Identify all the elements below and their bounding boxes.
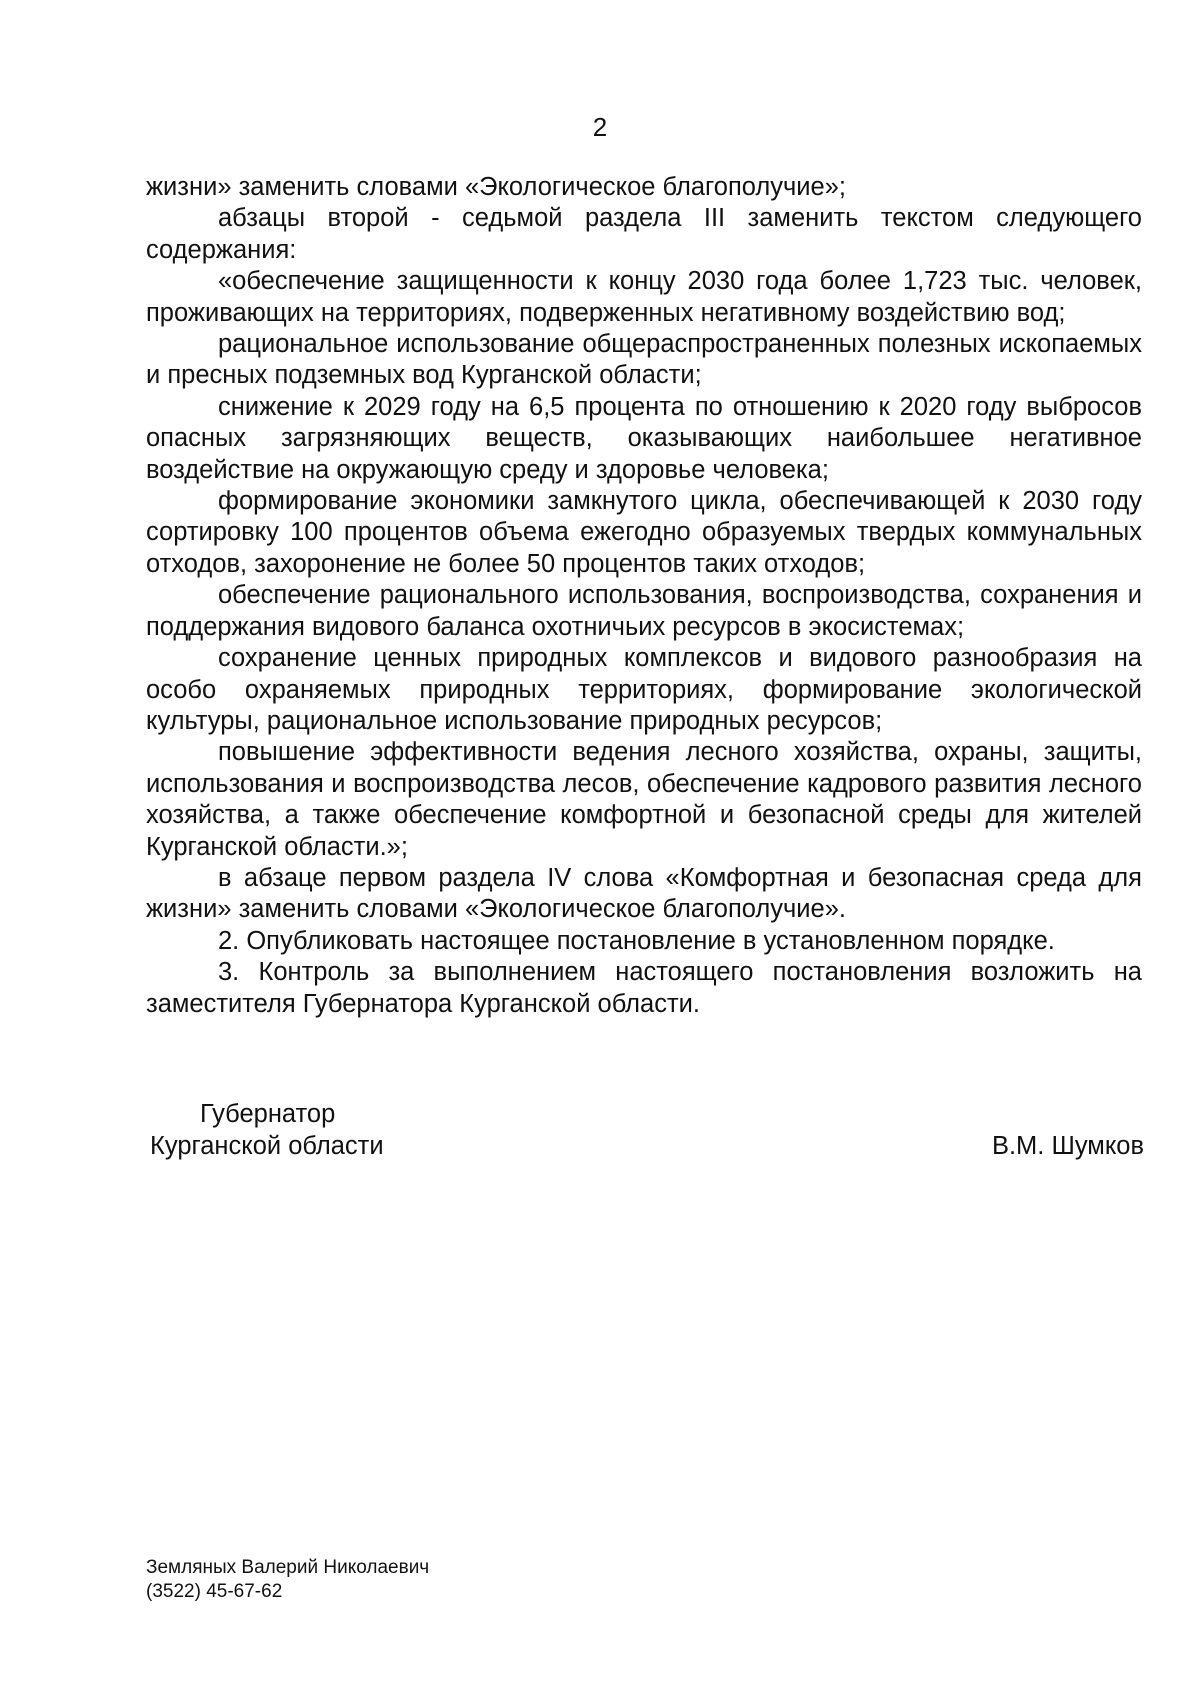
paragraph-1: жизни» заменить словами «Экологическое благополучие»; — [146, 173, 847, 201]
contact-block — [146, 1556, 429, 1604]
contact-name: Земляных Валерий Николаевич — [146, 1557, 430, 1578]
paragraph-11: 2. Опубликовать настоящее постановление в установленном порядке. — [218, 926, 1055, 955]
document-body — [146, 172, 1142, 1020]
paragraph-7: обеспечение рационального использования, воспроизводства, сохранения и поддержания видового баланса охотничьих ресурсов в экосистемах; — [146, 581, 1142, 641]
paragraph-2: абзацы второй - седьмой раздела III заменить текстом следующего содержания: — [146, 204, 1142, 264]
paragraph-3: «обеспечение защищенности к концу 2030 года более 1,723 тыс. человек, проживающих на территориях, подверженных негативному воздействию вод; — [146, 267, 1142, 327]
signatory-region: Курганской области — [150, 1132, 384, 1160]
paragraph-9: повышение эффективности ведения лесного хозяйства, охраны, защиты, использования и воспроизводства лесов, обеспечение кадрового развития лесного хозяйства, а также обеспечение комфортной и безопасной среды для жителей Курганской области.»; — [146, 738, 1142, 861]
paragraph-6: формирование экономики замкнутого цикла, обеспечивающей к 2030 году сортировку 100 процентов объема ежегодно образуемых твердых коммунальных отходов, захоронение не более 50 процентов таких отходов; — [146, 487, 1142, 578]
paragraph-4: рациональное использование общераспространенных полезных ископаемых и пресных подземных вод Курганской области; — [146, 330, 1142, 390]
paragraph-5: снижение к 2029 году на 6,5 процента по отношению к 2020 году выбросов опасных загрязняющих веществ, оказывающих наибольшее негативное воздействие на окружающую среду и здоровье человека; — [146, 392, 1142, 484]
paragraph-12: 3. Контроль за выполнением настоящего постановления возложить на заместителя Губернатора Курганской области. — [146, 958, 1142, 1018]
paragraph-8: сохранение ценных природных комплексов и видового разнообразия на особо охраняемых природных территориях, формирование экологической культуры, рациональное использование природных ресурсов; — [146, 644, 1142, 735]
signature-block — [150, 1098, 1144, 1162]
signatory-name: В.М. Шумков — [991, 1132, 1144, 1160]
signatory-title: Губернатор — [200, 1100, 336, 1128]
paragraph-10: в абзаце первом раздела IV слова «Комфортная и безопасная среда для жизни» заменить словами «Экологическое благополучие». — [146, 863, 1142, 924]
page-number: 2 — [592, 112, 608, 142]
contact-phone: (3522) 45-67-62 — [146, 1581, 283, 1602]
